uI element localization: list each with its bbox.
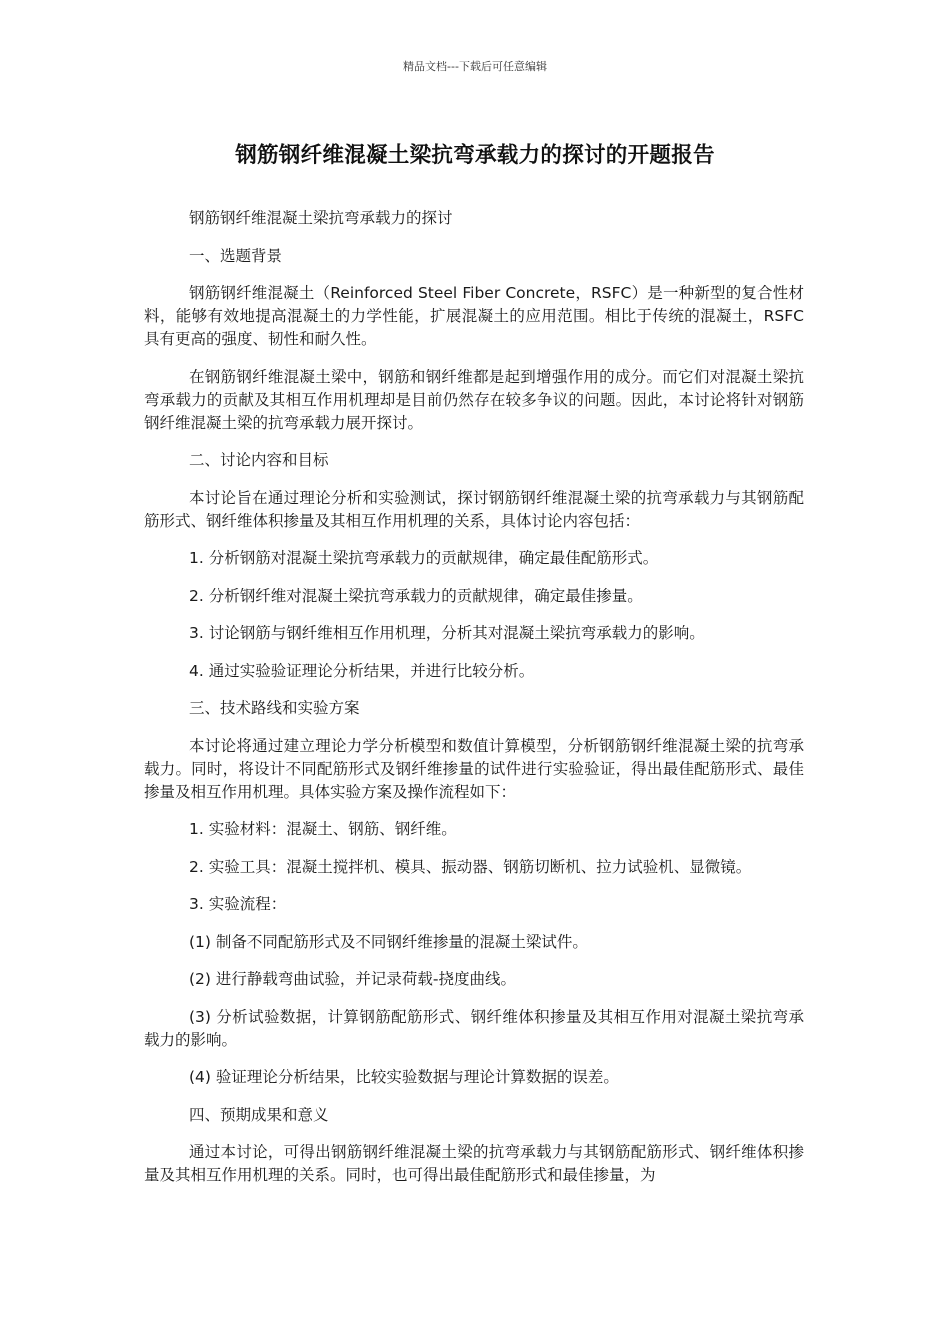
list-item: 1. 实验材料：混凝土、钢筋、钢纤维。 (189, 820, 457, 838)
paragraph: 钢筋钢纤维混凝土（Reinforced Steel Fiber Concrete，RSFC）是一种新型的复合性材料，能够有效地提高混凝土的力学性能，扩展混凝土的应用范围。相比于传统的混凝土，RSFC 具有更高的强度、韧性和耐久性。 (144, 284, 804, 348)
paragraph: 本讨论旨在通过理论分析和实验测试，探讨钢筋钢纤维混凝土梁的抗弯承载力与其钢筋配筋形式、钢纤维体积掺量及其相互作用机理的关系，具体讨论内容包括： (144, 488, 804, 530)
paragraph: 通过本讨论，可得出钢筋钢纤维混凝土梁的抗弯承载力与其钢筋配筋形式、钢纤维体积掺量及其相互作用机理的关系。同时，也可得出最佳配筋形式和最佳掺量，为 (144, 1143, 804, 1184)
paragraph: 本讨论将通过建立理论力学分析模型和数值计算模型，分析钢筋钢纤维混凝土梁的抗弯承载力。同时，将设计不同配筋形式及钢纤维掺量的试件进行实验验证，得出最佳配筋形式、最佳掺量及相互作用机理。具体实验方案及操作流程如下： (144, 736, 804, 801)
sub-list-item: (4) 验证理论分析结果，比较实验数据与理论计算数据的误差。 (189, 1068, 619, 1086)
section-heading-outcomes: 四、预期成果和意义 (189, 1105, 329, 1124)
paragraph: 在钢筋钢纤维混凝土梁中，钢筋和钢纤维都是起到增强作用的成分。而它们对混凝土梁抗弯承载力的贡献及其相互作用机理却是目前仍然存在较多争议的问题。因此，本讨论将针对钢筋钢纤维混凝土梁的抗弯承载力展开探讨。 (144, 367, 804, 432)
list-item: 1. 分析钢筋对混凝土梁抗弯承载力的贡献规律，确定最佳配筋形式。 (189, 549, 659, 567)
section-heading-content: 二、讨论内容和目标 (189, 451, 329, 469)
document-title: 钢筋钢纤维混凝土梁抗弯承载力的探讨的开题报告 (235, 143, 715, 168)
list-item: 3. 实验流程： (189, 895, 287, 913)
list-item: 2. 分析钢纤维对混凝土梁抗弯承载力的贡献规律，确定最佳掺量。 (189, 586, 643, 605)
section-heading-method: 三、技术路线和实验方案 (189, 699, 360, 717)
sub-list-item: (1) 制备不同配筋形式及不同钢纤维掺量的混凝土梁试件。 (189, 932, 588, 951)
document-body (144, 207, 804, 1202)
sub-list-item: (3) 分析试验数据，计算钢筋配筋形式、钢纤维体积掺量及其相互作用对混凝土梁抗弯承载力的影响。 (144, 1007, 804, 1049)
list-item: 2. 实验工具：混凝土搅拌机、模具、振动器、钢筋切断机、拉力试验机、显微镜。 (189, 857, 752, 876)
subtitle-paragraph: 钢筋钢纤维混凝土梁抗弯承载力的探讨 (189, 209, 453, 227)
section-heading-background: 一、选题背景 (189, 246, 283, 265)
list-item: 4. 通过实验验证理论分析结果，并进行比较分析。 (189, 661, 535, 680)
page-header-note: 精品文档---下载后可任意编辑 (403, 60, 547, 73)
sub-list-item: (2) 进行静载弯曲试验，并记录荷载-挠度曲线。 (189, 970, 516, 988)
list-item: 3. 讨论钢筋与钢纤维相互作用机理，分析其对混凝土梁抗弯承载力的影响。 (189, 624, 705, 642)
